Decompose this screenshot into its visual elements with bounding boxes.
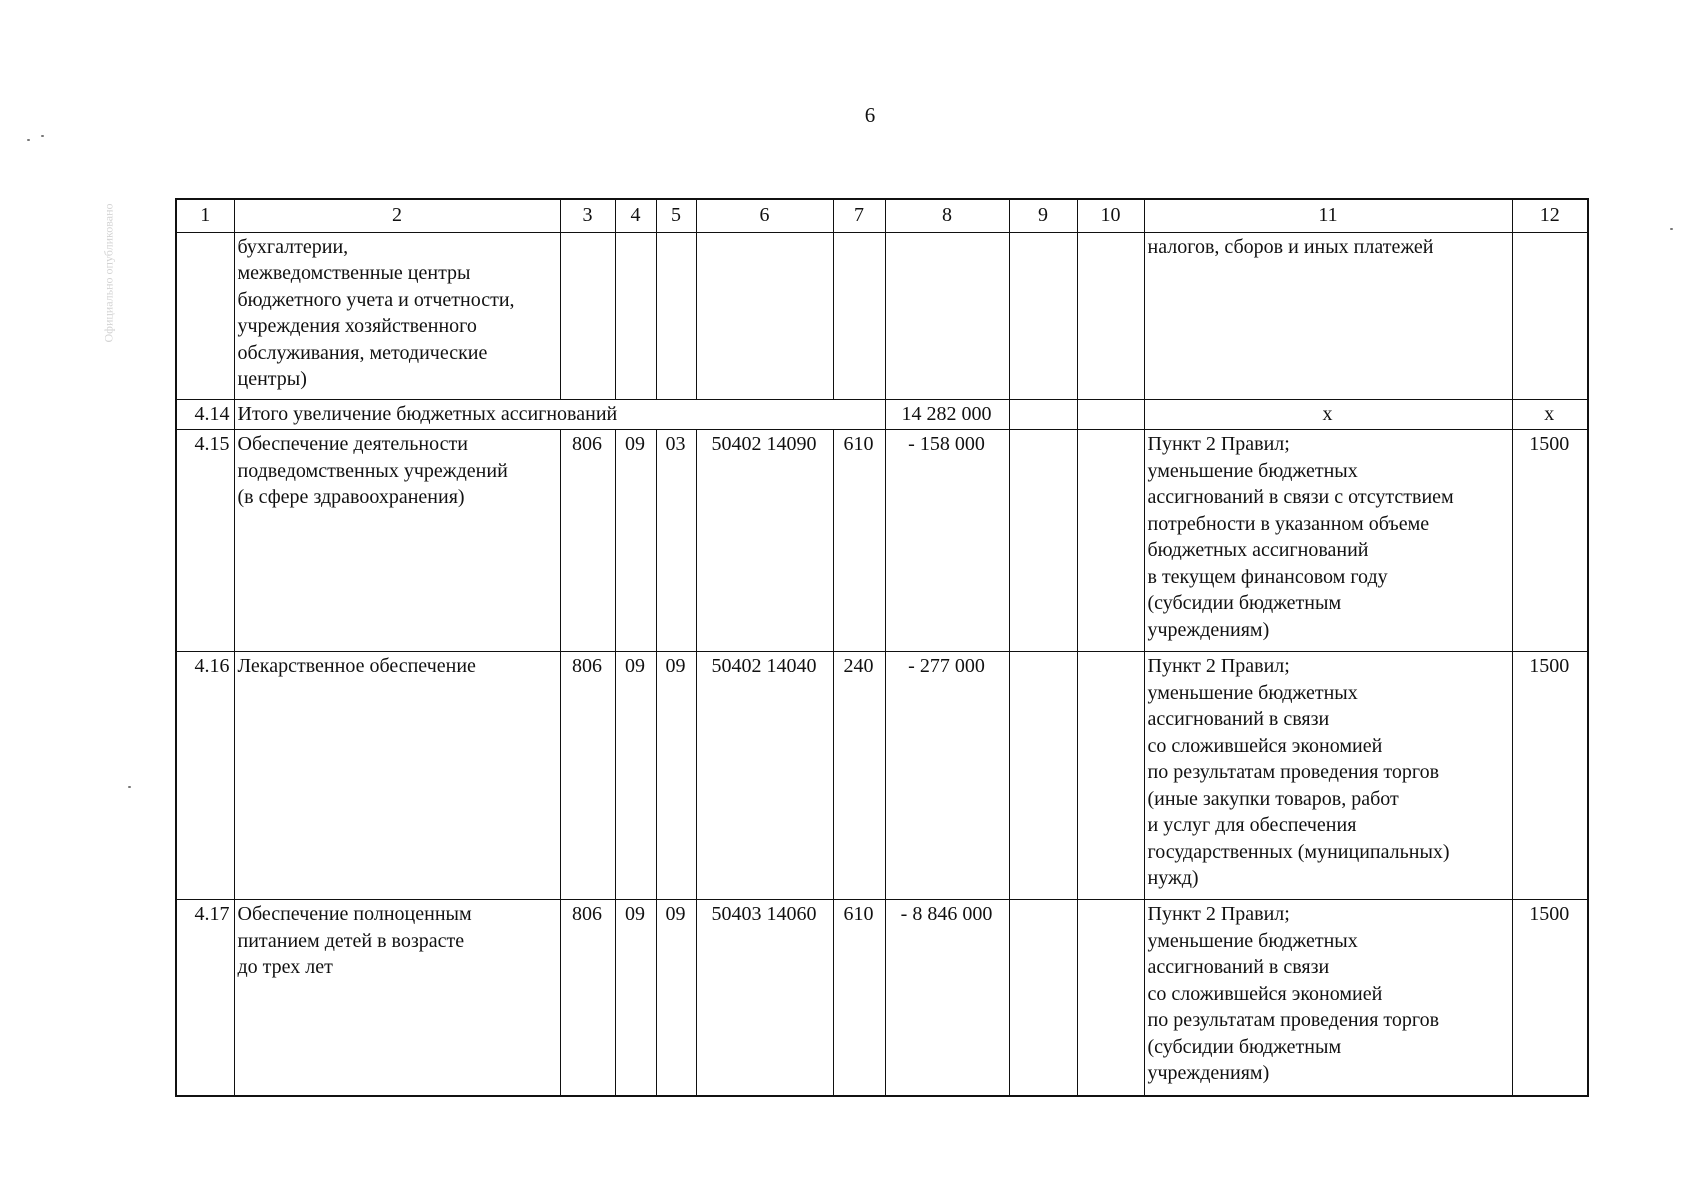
table-row xyxy=(176,652,1588,900)
cell-col10 xyxy=(1077,399,1144,430)
row-number: 4.14 xyxy=(176,399,234,430)
cell-subsection xyxy=(656,232,696,399)
cell-col9 xyxy=(1009,430,1077,652)
row-name: Итого увеличение бюджетных ассигнований xyxy=(234,399,885,430)
header-cell: 2 xyxy=(234,199,560,232)
table-row-total xyxy=(176,399,1588,430)
row-basis: Пункт 2 Правил; уменьшение бюджетных ассигнований в связи с отсутствием потребности в указанном объеме бюджетных ассигнований в текущем финансовом году (субсидии бюджетным учреждениям) xyxy=(1144,430,1512,652)
cell-amount xyxy=(885,232,1009,399)
cell-col10 xyxy=(1077,652,1144,900)
cell-code: 1500 xyxy=(1512,652,1588,900)
cell-amount: - 277 000 xyxy=(885,652,1009,900)
header-cell: 11 xyxy=(1144,199,1512,232)
cell-col9 xyxy=(1009,652,1077,900)
header-cell: 3 xyxy=(560,199,615,232)
table-row xyxy=(176,232,1588,399)
header-cell: 8 xyxy=(885,199,1009,232)
header-row xyxy=(176,199,1588,232)
cell-target-article: 50402 14040 xyxy=(696,652,833,900)
header-cell: 5 xyxy=(656,199,696,232)
row-name: бухгалтерии, межведомственные центры бюджетного учета и отчетности, учреждения хозяйственного обслуживания, методические центры) xyxy=(234,232,560,399)
row-basis: Пункт 2 Правил; уменьшение бюджетных ассигнований в связи со сложившейся экономией по результатам проведения торгов (субсидии бюджетным учреждениям) xyxy=(1144,900,1512,1096)
header-cell: 7 xyxy=(833,199,885,232)
cell-subsection: 09 xyxy=(656,900,696,1096)
side-stamp-text: Официально опубликовано xyxy=(101,203,116,342)
cell-col10 xyxy=(1077,900,1144,1096)
cell-amount: - 8 846 000 xyxy=(885,900,1009,1096)
header-cell: 4 xyxy=(615,199,656,232)
cell-section xyxy=(615,232,656,399)
table-row xyxy=(176,900,1588,1096)
cell-col10 xyxy=(1077,232,1144,399)
cell-col9 xyxy=(1009,399,1077,430)
header-cell: 1 xyxy=(176,199,234,232)
cell-target-article xyxy=(696,232,833,399)
page-number: 6 xyxy=(864,103,876,127)
cell-code: 1500 xyxy=(1512,430,1588,652)
row-name: Лекарственное обеспечение xyxy=(234,652,560,900)
row-number: 4.15 xyxy=(176,430,234,652)
cell-expense-type: 610 xyxy=(833,900,885,1096)
cell-ministry: 806 xyxy=(560,900,615,1096)
cell-amount: 14 282 000 xyxy=(885,399,1009,430)
cell-target-article: 50403 14060 xyxy=(696,900,833,1096)
cell-col9 xyxy=(1009,900,1077,1096)
scan-speck xyxy=(27,139,30,141)
cell-section: 09 xyxy=(615,900,656,1096)
cell-ministry: 806 xyxy=(560,652,615,900)
cell-section: 09 xyxy=(615,652,656,900)
cell-ministry xyxy=(560,232,615,399)
header-cell: 9 xyxy=(1009,199,1077,232)
cell-code xyxy=(1512,232,1588,399)
row-basis: Пункт 2 Правил; уменьшение бюджетных ассигнований в связи со сложившейся экономией по результатам проведения торгов (иные закупки товаров, работ и услуг для обеспечения государственных (муниципальных) нужд) xyxy=(1144,652,1512,900)
row-name: Обеспечение полноценным питанием детей в возрасте до трех лет xyxy=(234,900,560,1096)
cell-subsection: 09 xyxy=(656,652,696,900)
header-cell: 10 xyxy=(1077,199,1144,232)
cell-ministry: 806 xyxy=(560,430,615,652)
cell-code: 1500 xyxy=(1512,900,1588,1096)
cell-col9 xyxy=(1009,232,1077,399)
cell-expense-type: 240 xyxy=(833,652,885,900)
table-row xyxy=(176,430,1588,652)
cell-section: 09 xyxy=(615,430,656,652)
row-basis: налогов, сборов и иных платежей xyxy=(1144,232,1512,399)
header-cell: 6 xyxy=(696,199,833,232)
side-stamp xyxy=(88,170,128,375)
header-cell: 12 xyxy=(1512,199,1588,232)
cell-target-article: 50402 14090 xyxy=(696,430,833,652)
row-basis: x xyxy=(1144,399,1512,430)
cell-expense-type xyxy=(833,232,885,399)
cell-subsection: 03 xyxy=(656,430,696,652)
row-number xyxy=(176,232,234,399)
scan-speck xyxy=(128,786,131,788)
row-number: 4.17 xyxy=(176,900,234,1096)
row-number: 4.16 xyxy=(176,652,234,900)
cell-col10 xyxy=(1077,430,1144,652)
scan-speck xyxy=(1670,228,1673,230)
cell-code: x xyxy=(1512,399,1588,430)
row-name: Обеспечение деятельности подведомственных учреждений (в сфере здравоохранения) xyxy=(234,430,560,652)
budget-table xyxy=(175,198,1589,1097)
cell-amount: - 158 000 xyxy=(885,430,1009,652)
scan-speck xyxy=(41,135,44,137)
cell-expense-type: 610 xyxy=(833,430,885,652)
